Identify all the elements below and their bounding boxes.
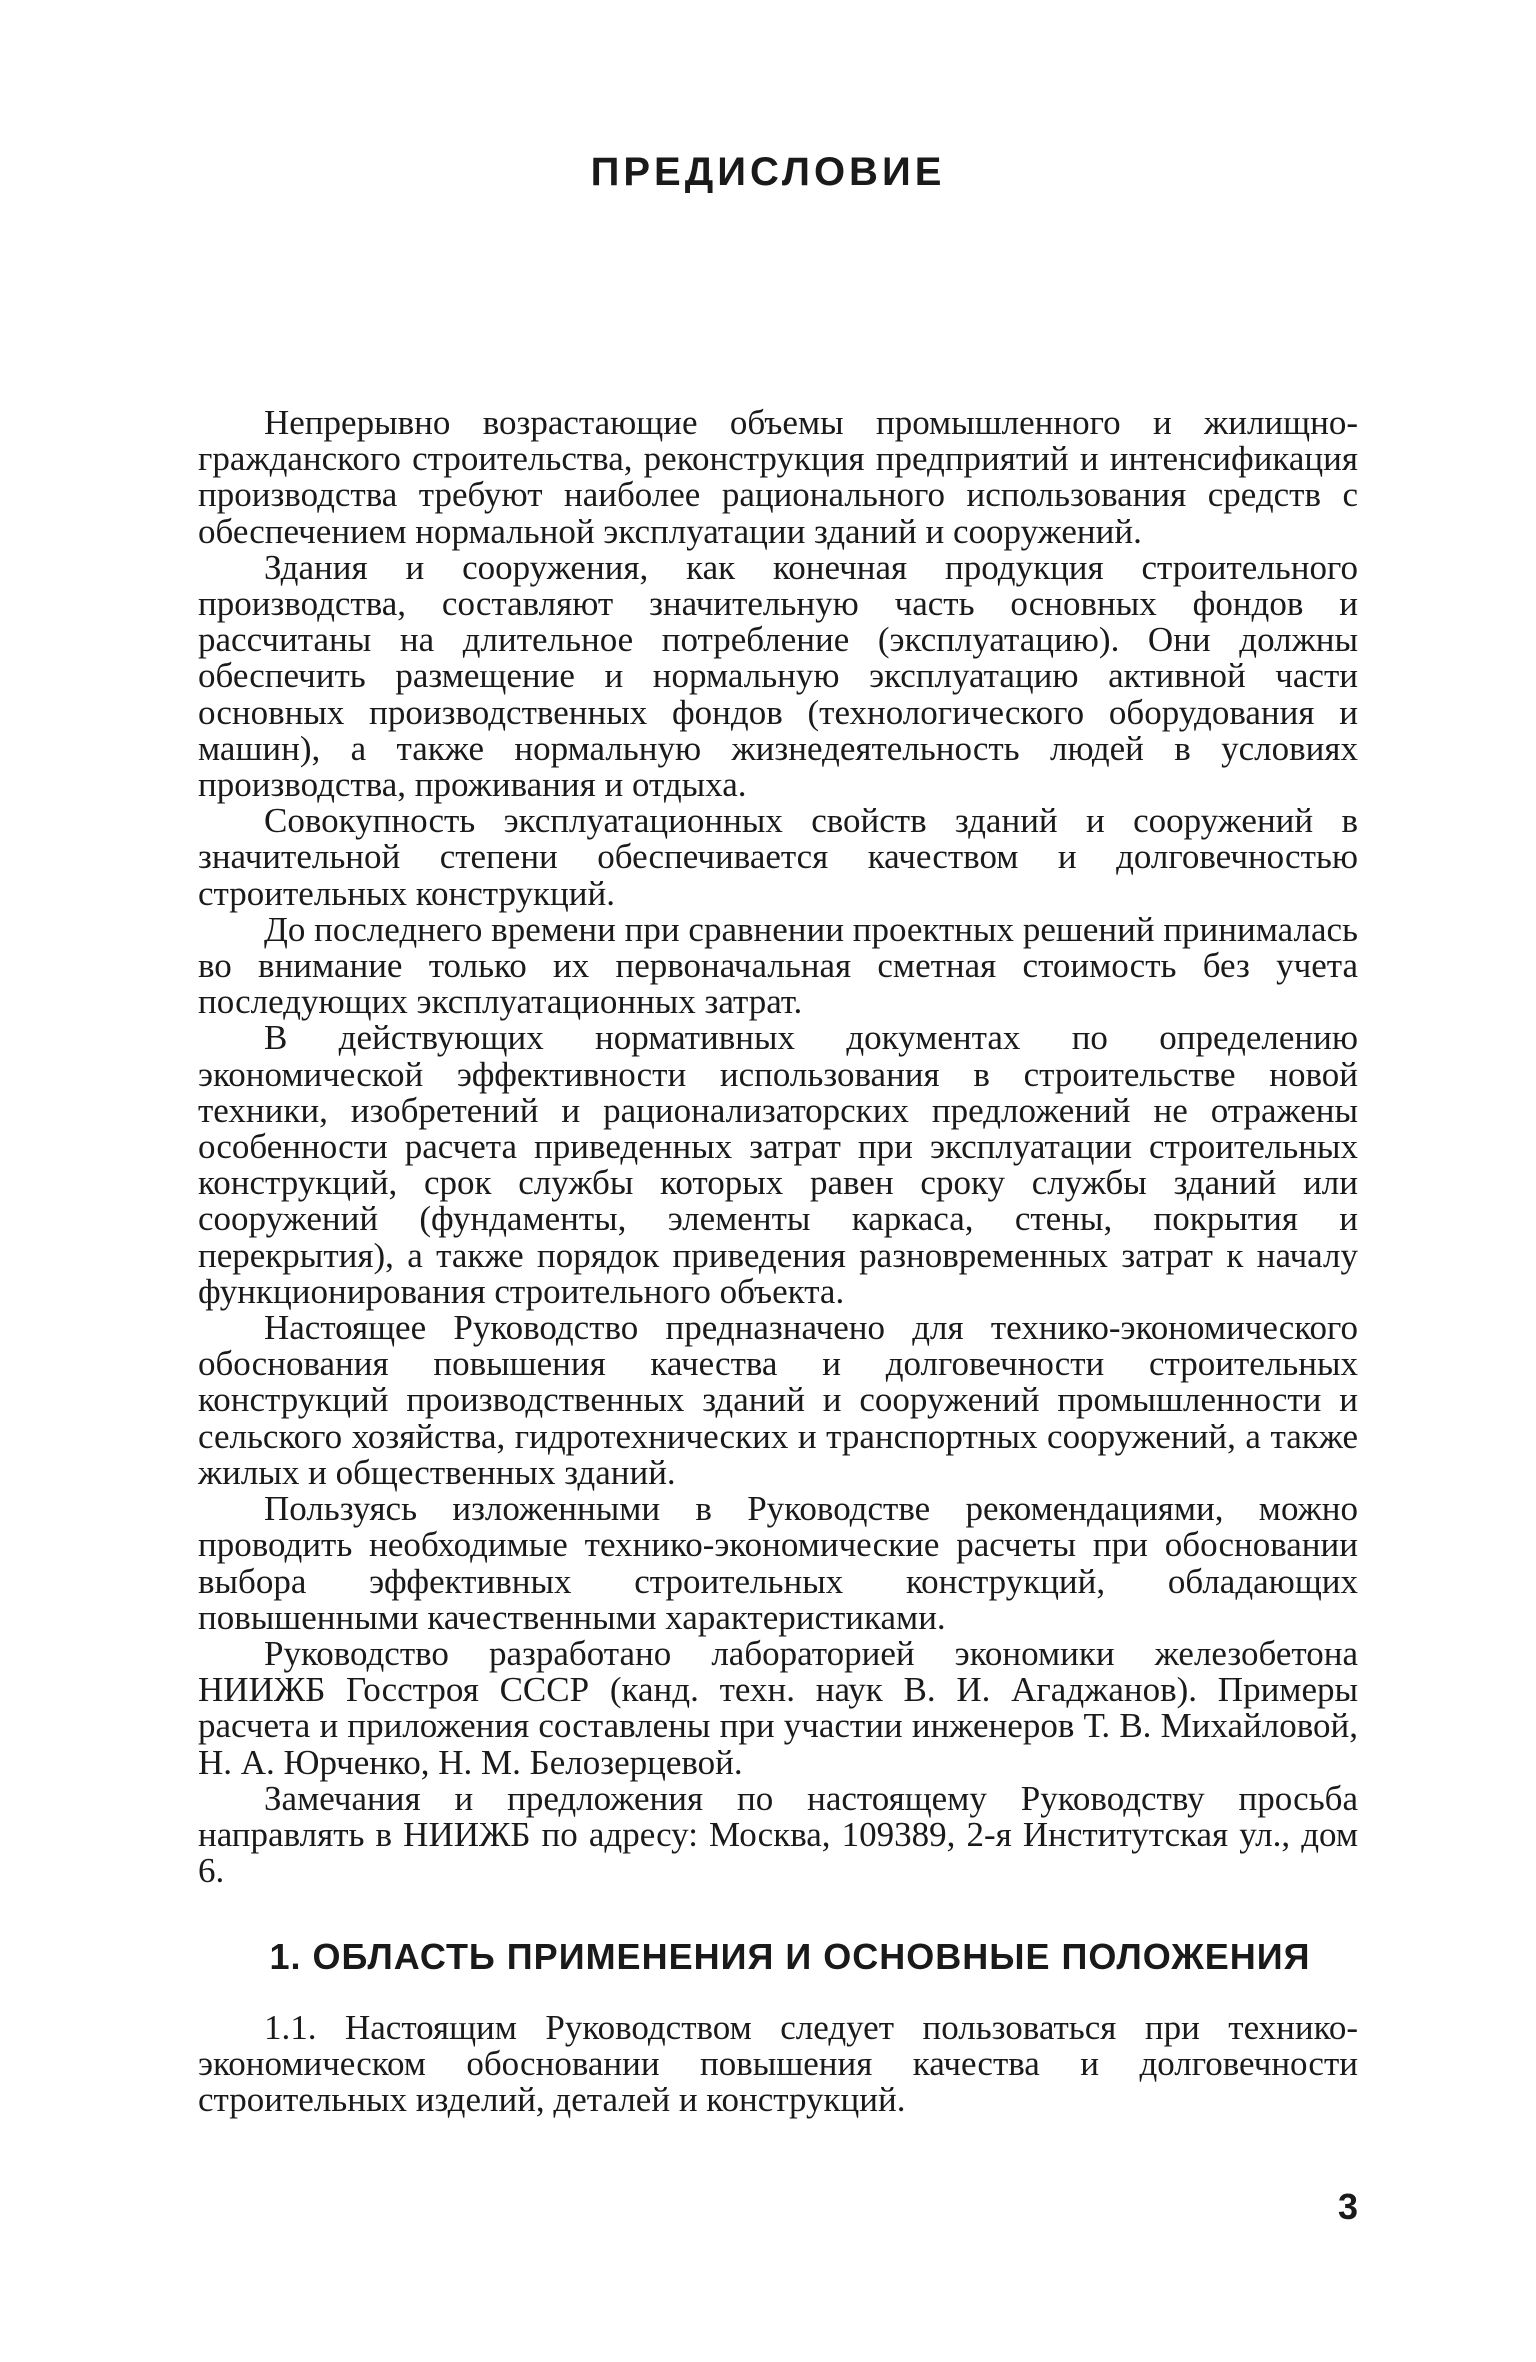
section-paragraph-1: 1.1. Настоящим Руководством следует пользоваться при технико-экономическом обосновании повышения качества и долговечности строительных изделий, деталей и конструкций. [198, 2008, 1358, 2120]
page-number: 3 [1337, 2186, 1358, 2227]
preface-paragraph-5: В действующих нормативных документах по определению экономической эффективности использования в строительстве новой техники, изобретений и рационализаторских предложений не отражены особенности расчета приведенных затрат при эксплуатации строительных конструкций, срок службы которых равен сроку службы зданий или сооружений (фундаменты, элементы каркаса, стены, покрытия и перекрытия), а также порядок приведения разновременных затрат к началу функционирования строительного объекта. [198, 1018, 1358, 1311]
preface-body [198, 405, 1358, 1889]
preface-paragraph-1: Непрерывно возрастающие объемы промышленного и жилищно-гражданского строительства, реконструкция предприятий и интенсификация производства требуют наиболее рационального использования средств с обеспечением нормальной эксплуатации зданий и сооружений. [198, 403, 1358, 551]
preface-paragraph-7: Пользуясь изложенными в Руководстве рекомендациями, можно проводить необходимые технико-экономические расчеты при обосновании выбора эффективных строительных конструкций, обладающих повышенными качественными характеристиками. [198, 1489, 1358, 1637]
section-body [198, 2010, 1358, 2119]
preface-paragraph-3: Совокупность эксплуатационных свойств зданий и сооружений в значительной степени обеспечивается качеством и долговечностью строительных конструкций. [198, 801, 1358, 913]
page-title: ПРЕДИСЛОВИЕ [590, 150, 946, 194]
section-heading: 1. ОБЛАСТЬ ПРИМЕНЕНИЯ И ОСНОВНЫЕ ПОЛОЖЕНИЯ [269, 1936, 1311, 1977]
preface-paragraph-2: Здания и сооружения, как конечная продукция строительного производства, составляют значительную часть основных фондов и рассчитаны на длительное потребление (эксплуатацию). Они должны обеспечить размещение и нормальную эксплуатацию активной части основных производственных фондов (технологического оборудования и машин), а также нормальную жизнедеятельность людей в условиях производства, проживания и отдыха. [198, 547, 1358, 805]
preface-paragraph-6: Настоящее Руководство предназначено для технико-экономического обоснования повышения качества и долговечности строительных конструкций производственных зданий и сооружений промышленности и сельского хозяйства, гидротехнических и транспортных сооружений, а также жилых и общественных зданий. [198, 1308, 1358, 1492]
preface-paragraph-9: Замечания и предложения по настоящему Руководству просьба направлять в НИИЖБ по адресу: Москва, 109389, 2-я Институтская ул., дом 6. [198, 1778, 1358, 1891]
preface-paragraph-4: До последнего времени при сравнении проектных решений принималась во внимание только их первоначальная сметная стоимость без учета последующих эксплуатационных затрат. [198, 909, 1358, 1022]
preface-paragraph-8: Руководство разработано лабораторией экономики железобетона НИИЖБ Госстроя СССР (канд. техн. наук В. И. Агаджанов). Примеры расчета и приложения составлены при участии инженеров Т. В. Михайловой, Н. А. Юрченко, Н. М. Белозерцевой. [198, 1633, 1358, 1782]
